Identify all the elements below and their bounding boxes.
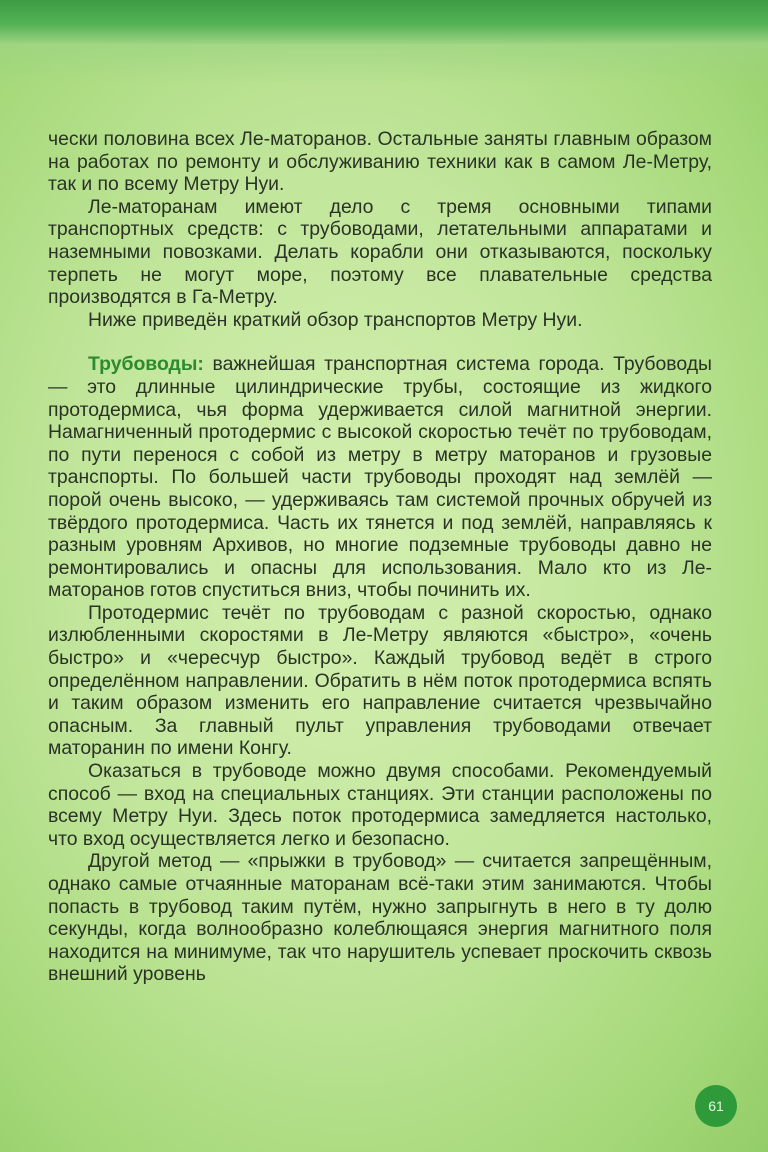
paragraph-text: Другой метод — «прыжки в трубовод» — считается запрещённым, однако самые отчаянные маторанам всё-таки этим занимаются. Чтобы попасть в трубовод таким путём, нужно запрыгнуть в него в ту долю секунды, когда волнообразно колеблющаяся энергия магнитного поля находится на минимуме, так что нарушитель успевает проскочить сквозь внешний уровень [48, 850, 712, 986]
paragraph-5 [48, 602, 712, 760]
paragraph-text: чески половина всех Ле-маторанов. Остальные заняты главным образом на работах по ремонту и обслуживанию техники как в самом Ле-Метру, так и по всему Метру Нуи. [48, 128, 712, 196]
paragraph-7 [48, 850, 712, 986]
page-number-badge: 61 [695, 1085, 737, 1127]
paragraph-text: Оказаться в трубоводе можно двумя способами. Рекомендуемый способ — вход на специальных станциях. Эти станции расположены по всему Метру Нуи. Здесь поток протодермиса замедляется настолько, что вход осуществляется легко и безопасно. [48, 760, 712, 850]
paragraph-4 [48, 353, 712, 602]
paragraph-3 [48, 309, 712, 332]
paragraph-text: Ниже приведён краткий обзор транспортов Метру Нуи. [88, 308, 583, 331]
paragraph-1 [48, 128, 712, 196]
paragraph-2 [48, 196, 712, 309]
section-heading-pipelines: Трубоводы: [88, 353, 204, 376]
paragraph-text: важнейшая транспортная система города. Трубоводы — это длинные цилиндрические трубы, состоящие из жидкого протодермиса, чья форма удерживается силой магнитной энергии. Намагниченный протодермис с высокой скоростью течёт по трубоводам, по пути перенося с собой из метру в метру маторанов и грузовые транспорты. По большей части трубоводы проходят над землёй — порой очень высоко, — удерживаясь там системой прочных обручей из твёрдого протодермиса. Часть их тянется и под землёй, направляясь к разным уровням Архивов, но многие подземные трубоводы давно не ремонтировались и опасны для использования. Мало кто из Ле-маторанов готов спуститься вниз, чтобы починить их. [48, 353, 712, 602]
section-gap [48, 331, 712, 353]
paragraph-text: Протодермис течёт по трубоводам с разной скоростью, однако излюбленными скоростями в Ле-Метру являются «быстро», «очень быстро» и «чересчур быстро». Каждый трубовод ведёт в строго определённом направлении. Обратить в нём поток протодермиса вспять и таким образом изменить его направление считается чрезвычайно опасным. За главный пульт управления трубоводами отвечает маторанин по имени Конгу. [48, 601, 712, 760]
top-color-band [0, 0, 768, 44]
paragraph-6 [48, 760, 712, 850]
paragraph-text: Ле-маторанам имеют дело с тремя основными типами транспортных средств: с трубоводами, летательными аппаратами и наземными повозками. Делать корабли они отказываются, поскольку терпеть не могут море, поэтому все плавательные средства производятся в Га-Метру. [48, 195, 712, 309]
body-text [48, 128, 712, 986]
